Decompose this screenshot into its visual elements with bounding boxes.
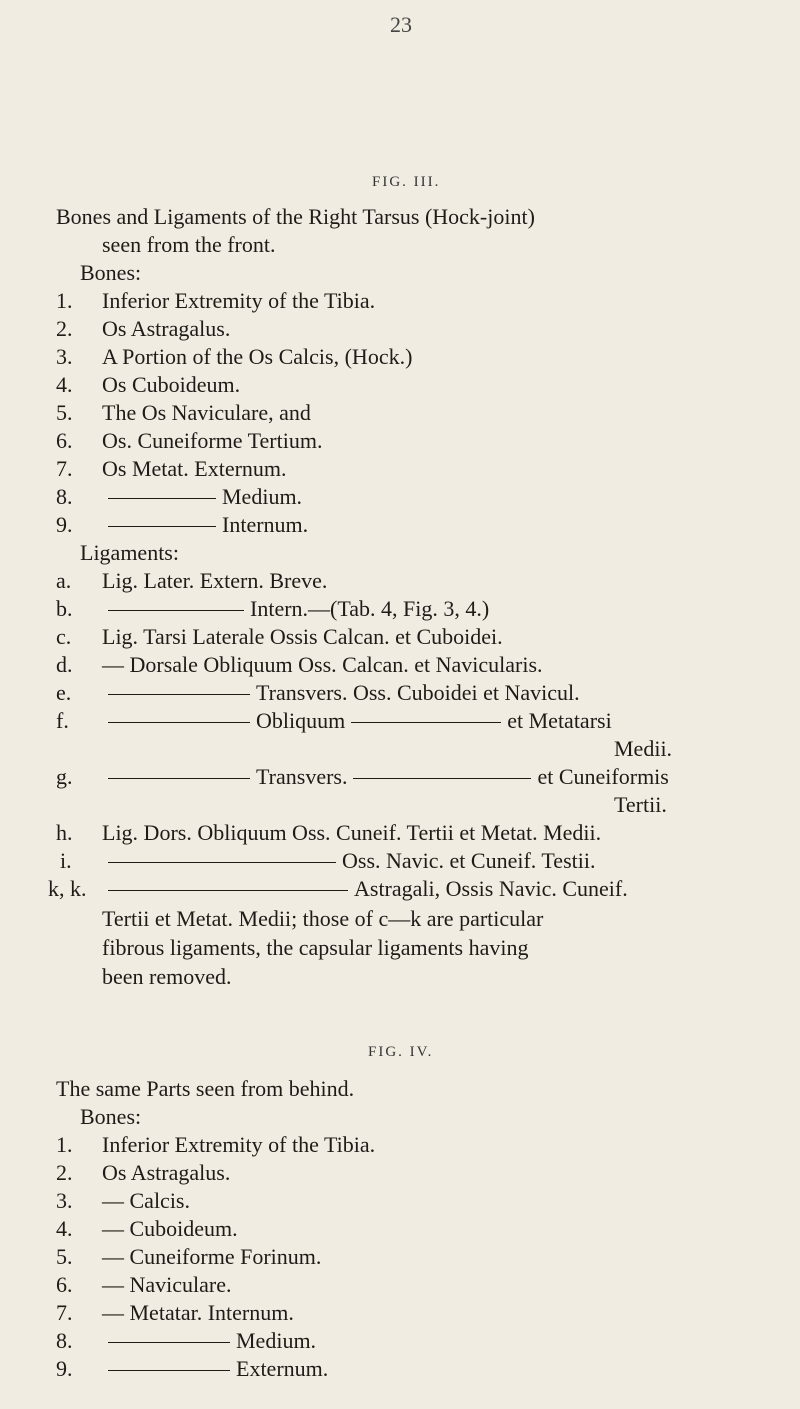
fig3-bone-number: 8. (56, 484, 73, 509)
fig3-note-line: been removed. (102, 964, 232, 989)
ligament-text: Transvers. Oss. Cuboidei et Navicul. (256, 680, 580, 705)
ligament-text: Lig. Tarsi Laterale Ossis Calcan. et Cuboidei. (102, 624, 503, 649)
ditto-dash (353, 778, 531, 779)
ligament-letter: f. (56, 708, 69, 733)
fig4-bone-number: 1. (56, 1132, 73, 1157)
fig4-bone-number: 7. (56, 1300, 73, 1325)
ligament-letter: g. (56, 764, 73, 789)
fig3-bone-number: 9. (56, 512, 73, 537)
fig3-bone-number: 2. (56, 316, 73, 341)
ligament-letter: k, k. (48, 876, 87, 901)
ligament-text: Lig. Later. Extern. Breve. (102, 568, 328, 593)
ligament-letter: i. (60, 848, 72, 873)
fig3-title: FIG. III. (372, 174, 441, 190)
ligament-text: et Metatarsi (507, 708, 612, 733)
ligament-line (102, 594, 489, 624)
fig4-bone-text: — Cuneiforme Forinum. (102, 1244, 322, 1269)
fig3-bone-number: 4. (56, 372, 73, 397)
ligament-line: — Dorsale Obliquum Oss. Calcan. et Navicularis. (102, 652, 543, 677)
fig4-bone-text: — Calcis. (102, 1188, 190, 1213)
fig3-bone-number: 5. (56, 400, 73, 425)
ligament-letter: d. (56, 652, 73, 677)
fig4-bone-number: 3. (56, 1188, 73, 1213)
fig4-bone-number: 5. (56, 1244, 73, 1269)
ligament-letter: a. (56, 568, 72, 593)
ligament-text: Astragali, Ossis Navic. Cuneif. (354, 876, 628, 901)
fig4-bone-text: — Metatar. Internum. (102, 1300, 294, 1325)
fig4-heading: The same Parts seen from behind. (56, 1076, 355, 1101)
ligament-line (102, 678, 580, 708)
fig3-heading-line1: Bones and Ligaments of the Right Tarsus (Hock-joint) (56, 204, 535, 229)
fig3-bone-text: Os. Cuneiforme Tertium. (102, 428, 323, 453)
ligament-letter: b. (56, 596, 73, 621)
fig4-bone-line (102, 1354, 328, 1384)
ligament-text: Lig. Dors. Obliquum Oss. Cuneif. Tertii et Metat. Medii. (102, 820, 602, 845)
fig3-bone-number: 1. (56, 288, 73, 313)
ligament-text: et Cuneiformis (537, 764, 669, 789)
fig3-bone-number: 7. (56, 456, 73, 481)
fig4-bone-line (102, 1326, 316, 1356)
ditto-dash (108, 890, 348, 891)
fig3-heading-line2: seen from the front. (102, 232, 276, 257)
fig4-bone-number: 9. (56, 1356, 73, 1381)
fig3-note-line: fibrous ligaments, the capsular ligaments having (102, 935, 529, 960)
page-number: 23 (390, 12, 412, 37)
ligament-line (102, 706, 612, 736)
ligament-text: Obliquum (256, 708, 346, 733)
fig3-bone-text: Os Metat. Externum. (102, 456, 287, 481)
ligament-text: Transvers. (256, 764, 348, 789)
ditto-dash (108, 694, 250, 695)
fig3-bone-text: Internum. (222, 512, 309, 537)
fig4-bones-label: Bones: (80, 1104, 142, 1129)
ditto-dash (108, 610, 244, 611)
ligament-letter: c. (56, 624, 72, 649)
fig3-bone-text: Os Cuboideum. (102, 372, 241, 397)
fig3-bone-number: 6. (56, 428, 73, 453)
ligament-letter: h. (56, 820, 73, 845)
fig3-bone-line (102, 482, 302, 512)
fig4-bone-text: — Cuboideum. (102, 1216, 238, 1241)
fig3-note-line: Tertii et Metat. Medii; those of c—k are particular (102, 906, 544, 931)
fig3-bone-text: A Portion of the Os Calcis, (Hock.) (102, 344, 413, 369)
fig3-ligaments-label: Ligaments: (80, 540, 179, 565)
ligament-text: Oss. Navic. et Cuneif. Testii. (342, 848, 596, 873)
fig4-bone-text: Os Astragalus. (102, 1160, 231, 1185)
fig3-note (102, 904, 543, 991)
fig4-bone-text: Externum. (236, 1356, 329, 1381)
ditto-dash (108, 862, 336, 863)
ditto-dash (351, 722, 501, 723)
ligament-letter: e. (56, 680, 72, 705)
ligament-text: Intern.—(Tab. 4, Fig. 3, 4.) (250, 596, 490, 621)
fig4-title: FIG. IV. (368, 1044, 434, 1060)
fig3-bone-text: Os Astragalus. (102, 316, 231, 341)
ditto-dash (108, 722, 250, 723)
ditto-dash (108, 526, 216, 527)
fig3-bone-line (102, 510, 308, 540)
ligament-line (102, 846, 595, 876)
fig4-bone-number: 8. (56, 1328, 73, 1353)
ditto-dash (108, 778, 250, 779)
ditto-dash (108, 1370, 230, 1371)
ligament-text-continued: Tertii. (614, 792, 667, 817)
ligament-text-continued: Medii. (614, 736, 673, 761)
ligament-line (102, 762, 669, 792)
fig3-bones-label: Bones: (80, 260, 142, 285)
ditto-dash (108, 1342, 230, 1343)
fig4-bone-text: Inferior Extremity of the Tibia. (102, 1132, 376, 1157)
fig4-bone-number: 2. (56, 1160, 73, 1185)
fig4-bone-number: 6. (56, 1272, 73, 1297)
ligament-line (102, 874, 628, 904)
fig3-bone-text: Medium. (222, 484, 303, 509)
fig3-bone-text: Inferior Extremity of the Tibia. (102, 288, 376, 313)
fig4-bone-text: — Naviculare. (102, 1272, 232, 1297)
fig3-bone-text: The Os Naviculare, and (102, 400, 311, 425)
fig4-bone-number: 4. (56, 1216, 73, 1241)
ditto-dash (108, 498, 216, 499)
ligament-text: Dorsale Obliquum Oss. Calcan. et Navicularis. (129, 652, 543, 677)
fig4-bone-text: Medium. (236, 1328, 317, 1353)
fig3-bone-number: 3. (56, 344, 73, 369)
